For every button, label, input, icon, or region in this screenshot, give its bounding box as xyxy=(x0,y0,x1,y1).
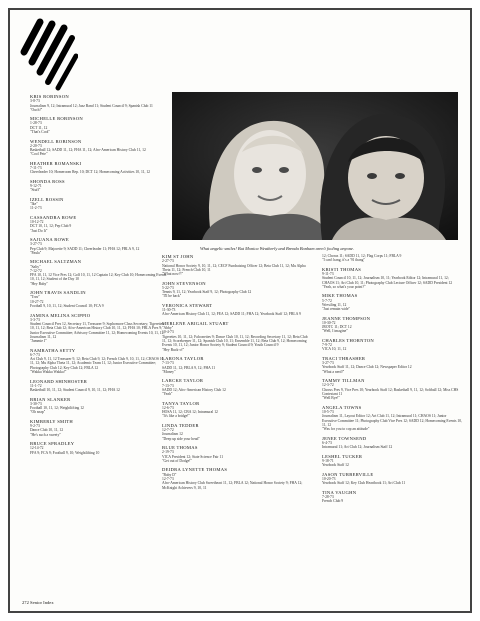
senior-detail-line: Basketball 12; SADD 11, 12; FHA 11, 12; Afro-American History Club 11, 12 xyxy=(30,148,146,153)
senior-name: SAJUANA ROWE xyxy=(30,237,69,243)
senior-detail-line: 10-4-73 xyxy=(162,330,174,335)
senior-detail-line: Journalism 9, 12; Intramural 12; Jazz Band 11; Student Council 9; Spanish Club 11 xyxy=(30,103,153,108)
senior-detail-line: Dance Club 10, 11, 12 xyxy=(30,428,64,433)
senior-detail-line: "I can't hang, it's a '91 thang" xyxy=(322,258,365,263)
senior-detail-line: Afro-American History Club Sweetheart 11, 12; FBLA 12; National Honor Society 9; FHA 12; McKnight Achievers 9, 10, 11 xyxy=(162,481,303,490)
senior-name: TANYA TAYLOR xyxy=(162,400,200,406)
senior-detail-line: Pep Club 9; Majorette 9; SADD 11; Cheerleader 11; FHA 12; FBLA 9, 12 xyxy=(30,246,140,251)
senior-detail-line: "I'll be back" xyxy=(162,294,182,299)
senior-detail-line: 12-3-72 xyxy=(322,383,334,388)
senior-detail-line: 9-18-71 xyxy=(322,458,334,463)
senior-name: HEATHER ROMANSKI xyxy=(30,160,82,166)
senior-entry xyxy=(322,490,462,504)
senior-name: TAMMY TILLMAN xyxy=(322,378,365,384)
senior-detail-line: French Club 9 xyxy=(322,499,344,504)
senior-name: BRUCE SPRADLEY xyxy=(30,441,75,447)
senior-entry xyxy=(30,161,168,175)
senior-entry xyxy=(322,405,462,432)
senior-detail-line: 12-14-72 xyxy=(30,446,44,451)
senior-detail-line: "Hey Baby" xyxy=(30,281,48,286)
senior-detail-line: 7-13-73 xyxy=(162,383,174,388)
senior-detail-line: 7-12-72 xyxy=(30,268,42,273)
senior-name: MICHELLE ROBINSON xyxy=(30,116,83,122)
senior-name: KIM ST JOHN xyxy=(162,254,194,259)
senior-detail-line: SADD 11, 12; FBLA 9, 12; FHA 11 xyxy=(162,365,216,370)
senior-name: IZELL ROSSIN xyxy=(30,196,64,202)
senior-detail-line: 9-12-71 xyxy=(30,184,42,189)
senior-entry xyxy=(30,259,168,286)
senior-detail-line: VICA 10, 11, 12 xyxy=(322,347,347,352)
senior-entry xyxy=(322,356,462,374)
senior-detail-line: Intramural 11; Art Club 12; Journalism Staff 12 xyxy=(322,445,393,450)
senior-detail-line: "Just Do It" xyxy=(30,228,48,233)
senior-name: MIKE THOMAS xyxy=(322,293,358,299)
senior-detail-line: Basketball 10, 11, 12; Student Council 9, 10, 11, 12; FHA 12 xyxy=(30,388,120,393)
senior-name: JOHN STEVENSON xyxy=(162,280,206,286)
senior-entry xyxy=(322,254,462,263)
senior-detail-line: 2-20-73 xyxy=(30,143,42,148)
senior-detail-line: Art Club 9, 11, 12 Treasurer 9, 12; Beta Club 9, 12; French Club 9, 10, 11, 12; CHAOS 10, 11, 12; Mu Alpha Theta 11, 12; Academic Team 11, 12; Junior Executive Committee; Photography Club 12; Key Club 12; FBLA 12 xyxy=(30,357,165,370)
senior-detail-line: "Ouch!" xyxy=(30,107,43,112)
senior-entry xyxy=(30,197,168,211)
senior-entry xyxy=(30,290,168,308)
senior-name: LARCKE TAYLOR xyxy=(162,378,204,384)
senior-entry xyxy=(30,237,168,255)
senior-index-column-2 xyxy=(162,254,310,494)
senior-detail-line: 11-30-73 xyxy=(162,308,176,313)
senior-name: LARONA TAYLOR xyxy=(162,356,204,362)
senior-detail-line: FFA 9; FCA 9; Football 9, 10; Weightlifting 10 xyxy=(30,450,100,455)
senior-name: JAMINA MELINA SCIPPIO xyxy=(30,312,91,318)
senior-name: LINDA TEDDER xyxy=(162,422,199,428)
senior-detail-line: 6-7-73 xyxy=(30,352,40,357)
senior-detail-line: 1-28-73 xyxy=(30,121,42,126)
senior-entry xyxy=(322,378,462,400)
senior-detail-line: "Ike" xyxy=(30,202,38,207)
senior-detail-line: 7-28-73 xyxy=(322,494,334,499)
senior-detail-line: "Was for you to cop an attitude" xyxy=(322,427,370,432)
senior-detail-line: "Baby D" xyxy=(162,472,177,477)
senior-entry xyxy=(322,267,462,289)
senior-detail-line: "Well, I imagine" xyxy=(322,329,348,334)
senior-entry xyxy=(30,397,168,415)
senior-detail-line: "Cool Pete" xyxy=(30,152,48,157)
senior-detail-line: 10-5-73 xyxy=(322,409,334,414)
senior-detail-line: "Abby" xyxy=(162,326,174,331)
senior-index-column-3 xyxy=(322,254,462,508)
senior-detail-line: "Stuff" xyxy=(30,188,41,193)
senior-name: CASSANDRA ROWE xyxy=(30,214,77,220)
senior-detail-line: "He's such a sweety" xyxy=(30,432,61,437)
photo-image xyxy=(172,92,458,240)
senior-detail-line: 10-12-72 xyxy=(30,220,44,224)
senior-entry xyxy=(162,423,310,441)
senior-detail-line: 7-11-73 xyxy=(30,166,42,171)
senior-entry xyxy=(30,419,168,437)
senior-detail-line: "It's like a bridge!" xyxy=(162,414,190,419)
senior-detail-line: 3-8-73 xyxy=(30,99,40,104)
senior-detail-line: "Deep up side your head" xyxy=(162,436,200,441)
senior-detail-line: 3-3-73 xyxy=(30,317,40,322)
senior-name: LEONARD SHINHOSTER xyxy=(30,378,88,384)
senior-name: MERLENE ABIGAIL STUART xyxy=(162,320,229,326)
senior-detail-line: 9-11-73 xyxy=(322,271,334,276)
page-footer: 272 Senior Index xyxy=(22,600,54,605)
senior-detail-line: "Money" xyxy=(162,369,176,374)
senior-detail-line: "What a nerd!" xyxy=(322,369,345,374)
senior-entry xyxy=(30,215,168,233)
senior-name: KIMBERLY SMITH xyxy=(30,418,73,424)
senior-detail-line: Student Council Pres 12, Secretary 11, Treasurer 9; Sophomore Class Secretary; Tigerettes 10, 11, 12; Beta Club 12; Afro-American History Club 10, 11, 12; FHA 10; FBLA Pres 9; Junior Executive Committee; Advisory Committee 11, 12; Homecoming Events 10, 11, 12; Journalism 11, 12 xyxy=(30,322,165,339)
senior-detail-line: 12-7-73 xyxy=(162,476,174,481)
senior-name: MICHAEL SALTZMAN xyxy=(30,259,82,265)
senior-entry xyxy=(162,467,310,489)
senior-detail-line: 11-1-72 xyxy=(30,383,42,388)
senior-detail-line: 6-4-73 xyxy=(322,440,332,445)
stripes-graphic-icon xyxy=(18,16,78,91)
senior-name: KRISTI THOMAS xyxy=(322,266,362,272)
senior-name: VERONICA STEWART xyxy=(162,302,213,308)
senior-detail-line: "Salty" xyxy=(30,264,41,269)
senior-name: KRIS ROBINSON xyxy=(30,94,69,99)
senior-detail-line: "Jammie J" xyxy=(30,339,47,344)
senior-detail-line: "Yeah, so what's your point?" xyxy=(322,284,366,289)
senior-detail-line: 5-22-73 xyxy=(162,285,174,290)
senior-entry xyxy=(30,179,168,193)
senior-detail-line: "Oh snap" xyxy=(30,410,46,415)
senior-entry xyxy=(30,441,168,455)
senior-detail-line: Football 10, 11, 12; Weightlifting 12 xyxy=(30,406,84,411)
senior-detail-line: "Just remain wide" xyxy=(322,307,350,312)
senior-detail-line: 5-7-72 xyxy=(322,298,332,303)
senior-detail-line: 9-2-73 xyxy=(30,424,40,429)
senior-detail-line: 3-27-73 xyxy=(322,361,334,366)
senior-entry xyxy=(322,436,462,450)
senior-entry xyxy=(322,293,462,311)
senior-entry xyxy=(162,321,310,352)
senior-detail-line: 12-6-73 xyxy=(162,405,174,410)
senior-entry xyxy=(162,378,310,396)
senior-detail-line: "Paula" xyxy=(30,250,42,255)
senior-detail-line: 12; Chorus 11; SADD 11, 12; Flag Corps 11; FBLA 9 xyxy=(322,254,402,258)
senior-detail-line: 11-2-73 xyxy=(30,206,42,211)
senior-detail-line: "What now?!" xyxy=(162,272,184,277)
senior-name: JASON TURBERVILLE xyxy=(322,471,374,477)
senior-detail-line: "Trav" xyxy=(30,295,40,300)
senior-entry xyxy=(30,313,168,344)
senior-entry xyxy=(30,139,168,157)
senior-entry xyxy=(322,316,462,334)
senior-entry xyxy=(162,303,310,317)
senior-detail-line: Wrestling 11, 12 xyxy=(322,302,347,307)
senior-entry xyxy=(30,348,168,375)
senior-detail-line: "Wakka Wakka Wakka!" xyxy=(30,370,67,375)
senior-detail-line: Yearbook Staff 12 xyxy=(322,463,349,468)
senior-detail-line: Tigerettes 10, 11, 12; Falconettes 9; Dance Club 10, 11, 12; Recording Secretary 11, 12; Beta Club 11, 12; Scorekeeper 11, 12; Spanish Club 10, 11; Ensemble 11, 12; Beta Club 9, 12; Homecoming Events 10, 11, 12; Junior Honor Society 9; Student Council 9; Youth Council 9 xyxy=(162,334,308,348)
senior-detail-line: JROTC 11; DCT 12 xyxy=(322,325,352,330)
senior-detail-line: SADD 12; Afro-American History Club 12 xyxy=(162,387,226,392)
senior-detail-line: 7-13-73 xyxy=(162,361,174,366)
senior-name: TINA VAUGHN xyxy=(322,489,357,495)
senior-entry xyxy=(162,401,310,419)
photo-caption: What angelic smiles! But Monica Weatherly and Brenda Bonham aren't fooling anyone. xyxy=(200,246,355,251)
senior-entry xyxy=(30,94,168,112)
senior-photo xyxy=(172,92,458,240)
senior-detail-line: "Well Bye!" xyxy=(322,396,340,401)
senior-entry xyxy=(30,116,168,134)
senior-detail-line: 7-9-72 xyxy=(322,343,332,348)
senior-detail-line: Tennis 9, 11, 12; Yearbook Staff 9, 12; Photography Club 12 xyxy=(162,290,252,295)
senior-entry xyxy=(162,281,310,299)
senior-entry xyxy=(322,454,462,468)
senior-detail-line: Journalism 12 xyxy=(162,432,183,437)
senior-name: WENDELL ROBINSON xyxy=(30,138,82,144)
senior-detail-line: Journalism 11, Layout Editor 12; Art Club 11, 12; Intramural 11; CHAOS 11; Junior Executive Committee 11; Photography Club Vice Pres 12; SADD 12; Homecoming Events 10, 11, 12 xyxy=(322,414,462,427)
senior-name: JEANNE THOMPSON xyxy=(322,315,371,321)
senior-detail-line: 2-27-73 xyxy=(162,259,174,264)
senior-detail-line: Yearbook Staff 11, 12; Dance Club 12; Newspaper Editor 12 xyxy=(322,365,412,370)
senior-detail-line: 3-30-73 xyxy=(30,401,42,406)
senior-detail-line: National Honor Society 9, 10, 11, 12; CECF Fundraising Officer 12; Beta Club 11, 12; Mu Alpha Theta 11, 12; French Club 10, 11 xyxy=(162,263,306,272)
senior-detail-line: DCT 10, 11, 12; Pep Club 9 xyxy=(30,224,72,229)
senior-name: CHARLES THORNTON xyxy=(322,337,374,343)
senior-name: ANGELA TOWNS xyxy=(322,404,362,410)
senior-entry xyxy=(30,379,168,393)
senior-detail-line: HOSA 11, 12; CBA 12; Intramural 12 xyxy=(162,410,218,415)
senior-name: SHONDA ROSS xyxy=(30,178,65,184)
senior-entry xyxy=(162,445,310,463)
senior-detail-line: FFA 10, 11, 12 Vice Pres 12; Golf 10, 11, 12 Captain 12; Key Club 10; Homecoming Events 10, 11, 12; Student of the Day 10 xyxy=(30,273,167,282)
senior-detail-line: "Yeah" xyxy=(162,392,173,397)
senior-detail-line: 10-20-73 xyxy=(322,476,336,481)
senior-name: TRACI THRASHER xyxy=(322,355,366,361)
senior-detail-line: "Hey Buck-o!" xyxy=(162,347,185,352)
senior-name: JENEE TOWNSEND xyxy=(322,435,367,441)
senior-name: DEIDRA LYNETTE THOMAS xyxy=(162,467,228,473)
senior-detail-line: 3-27-73 xyxy=(30,242,42,247)
senior-detail-line: VICA President 12; State Science Fair 11 xyxy=(162,454,224,459)
senior-entry xyxy=(322,338,462,352)
senior-detail-line: 12-7-72 xyxy=(162,428,174,433)
senior-detail-line: Chorus Pres 9, Vice Pres 10; Yearbook Staff 12; Basketball 9, 11, 12; Softball 12; Miss CHS Contestant 11 xyxy=(322,387,459,396)
senior-name: LESHEL TUCKER xyxy=(322,453,363,459)
yearbook-page xyxy=(8,8,472,613)
senior-entry xyxy=(162,356,310,374)
senior-detail-line: Student Council 10, 11, 12; Journalism 10, 11; Yearbook Editor 12; Intramural 11, 12; CHAOS 11; Art Club 10, 11; Photography Club Lecture Officer 12; SADD President 12 xyxy=(322,276,453,285)
senior-detail-line: "That's Cool" xyxy=(30,130,50,135)
senior-detail-line: Afro-American History Club 11, 12; FEA 12; SADD 11; FHA 12; Yearbook Staff 12; FBLA 9 xyxy=(162,312,301,317)
senior-detail-line: 10-30-72 xyxy=(322,320,336,325)
senior-entry xyxy=(322,472,462,486)
senior-detail-line: 2-19-73 xyxy=(162,450,174,455)
senior-name: NAMRATHA SETTY xyxy=(30,347,76,353)
senior-detail-line: Cheerleader 10; Homeroom Rep. 10; DCT 12; Homecoming Activities 10, 11, 12 xyxy=(30,170,151,175)
senior-name: BLUE THOMAS xyxy=(162,445,198,451)
senior-detail-line: "Get out of Dodge!" xyxy=(162,458,192,463)
senior-name: BRIAN SLANKER xyxy=(30,396,71,402)
senior-detail-line: Football 9, 10, 11, 12; Student Council 10; FCA 9 xyxy=(30,304,104,309)
senior-entry xyxy=(162,254,310,276)
senior-index-column-1 xyxy=(30,94,168,459)
senior-detail-line: Yearbook Staff 12; Key Club Heartbook 11; Art Club 11 xyxy=(322,481,406,486)
senior-name: JOHN TRAVIS SANDLIN xyxy=(30,290,86,296)
senior-detail-line: DCT 11, 12 xyxy=(30,125,48,130)
senior-detail-line: 10-27-72 xyxy=(30,299,44,304)
